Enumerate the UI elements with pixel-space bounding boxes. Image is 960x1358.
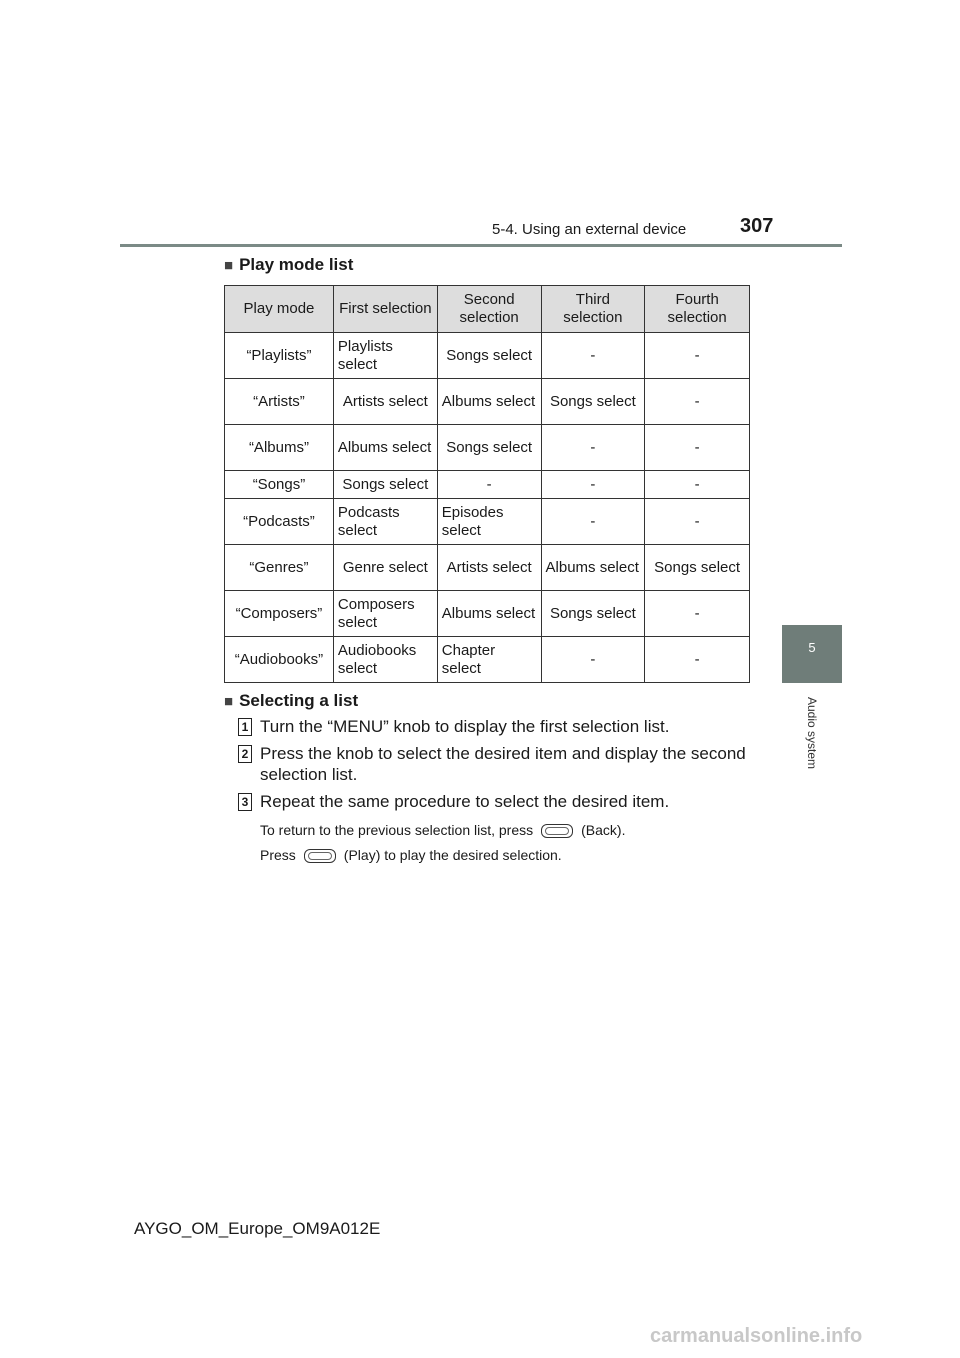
table-cell: Chapter select [437, 637, 541, 683]
table-row [225, 637, 750, 683]
table-row [225, 333, 750, 379]
table-cell: Playlists select [333, 333, 437, 379]
table-cell: “Podcasts” [225, 499, 334, 545]
section-path: 5-4. Using an external device [492, 221, 687, 238]
table-header-row [225, 286, 750, 333]
play-mode-heading-text: Play mode list [239, 255, 354, 274]
table-cell: “Artists” [225, 379, 334, 425]
column-header: Play mode [225, 286, 334, 333]
table-cell: Episodes select [437, 499, 541, 545]
square-bullet-icon: ■ [224, 257, 234, 274]
table-cell: Songs select [437, 425, 541, 471]
play-note-suffix: (Play) to play the desired selection. [343, 847, 562, 863]
table-cell: - [645, 471, 750, 499]
back-note-suffix: (Back). [581, 822, 626, 838]
table-cell: Podcasts select [333, 499, 437, 545]
table-cell: Songs select [333, 471, 437, 499]
play-button-icon [304, 849, 336, 863]
table-cell: - [541, 333, 645, 379]
table-cell: Albums select [541, 545, 645, 591]
table-cell: Albums select [437, 379, 541, 425]
table-cell: Artists select [333, 379, 437, 425]
table-cell: - [541, 637, 645, 683]
table-cell: Songs select [645, 545, 750, 591]
watermark: carmanualsonline.info [650, 1325, 863, 1347]
play-mode-table [224, 285, 750, 683]
step-number-badge: 3 [238, 793, 252, 811]
table-cell: - [437, 471, 541, 499]
table-cell: - [645, 333, 750, 379]
page-number: 307 [740, 215, 774, 237]
table-cell: - [645, 499, 750, 545]
table-cell: “Albums” [225, 425, 334, 471]
table-cell: Songs select [541, 591, 645, 637]
back-note-text: To return to the previous selection list, press [260, 822, 534, 838]
step-text: Repeat the same procedure to select the desired item. [260, 792, 670, 811]
selecting-heading-text: Selecting a list [239, 691, 359, 710]
table-cell: Composers select [333, 591, 437, 637]
table-cell: Albums select [437, 591, 541, 637]
table-cell: - [541, 471, 645, 499]
table-cell: “Songs” [225, 471, 334, 499]
play-note [260, 847, 562, 863]
table-cell: - [645, 591, 750, 637]
column-header: Fourth selection [645, 286, 750, 333]
table-row [225, 471, 750, 499]
document-code: AYGO_OM_Europe_OM9A012E [134, 1219, 381, 1238]
column-header: Second selection [437, 286, 541, 333]
play-mode-heading [224, 255, 353, 275]
step-text: Turn the “MENU” knob to display the first selection list. [260, 717, 670, 736]
back-button-icon [541, 824, 573, 838]
table-row [225, 425, 750, 471]
selecting-heading [224, 691, 358, 711]
table-row [225, 499, 750, 545]
table-cell: Albums select [333, 425, 437, 471]
table-cell: - [645, 379, 750, 425]
table-cell: Songs select [541, 379, 645, 425]
table-cell: “Playlists” [225, 333, 334, 379]
table-row [225, 591, 750, 637]
step-number-badge: 1 [238, 718, 252, 736]
table-cell: - [541, 499, 645, 545]
play-note-text: Press [260, 847, 296, 863]
column-header: Third selection [541, 286, 645, 333]
chapter-tab [782, 625, 842, 683]
table-cell: Audiobooks select [333, 637, 437, 683]
table-row [225, 379, 750, 425]
table-cell: “Composers” [225, 591, 334, 637]
table-cell: “Genres” [225, 545, 334, 591]
table-cell: Genre select [333, 545, 437, 591]
back-note [260, 822, 625, 838]
square-bullet-icon: ■ [224, 693, 234, 710]
table-row [225, 545, 750, 591]
column-header: First selection [333, 286, 437, 333]
step-text: Press the knob to select the desired item and display the second selection list. [260, 744, 746, 784]
chapter-number: 5 [808, 640, 816, 655]
header-rule [120, 244, 842, 247]
table-cell: - [645, 425, 750, 471]
table-cell: - [541, 425, 645, 471]
step-number-badge: 2 [238, 745, 252, 763]
table-cell: Songs select [437, 333, 541, 379]
chapter-title: Audio system [805, 697, 819, 770]
table-cell: Artists select [437, 545, 541, 591]
table-cell: - [645, 637, 750, 683]
table-cell: “Audiobooks” [225, 637, 334, 683]
